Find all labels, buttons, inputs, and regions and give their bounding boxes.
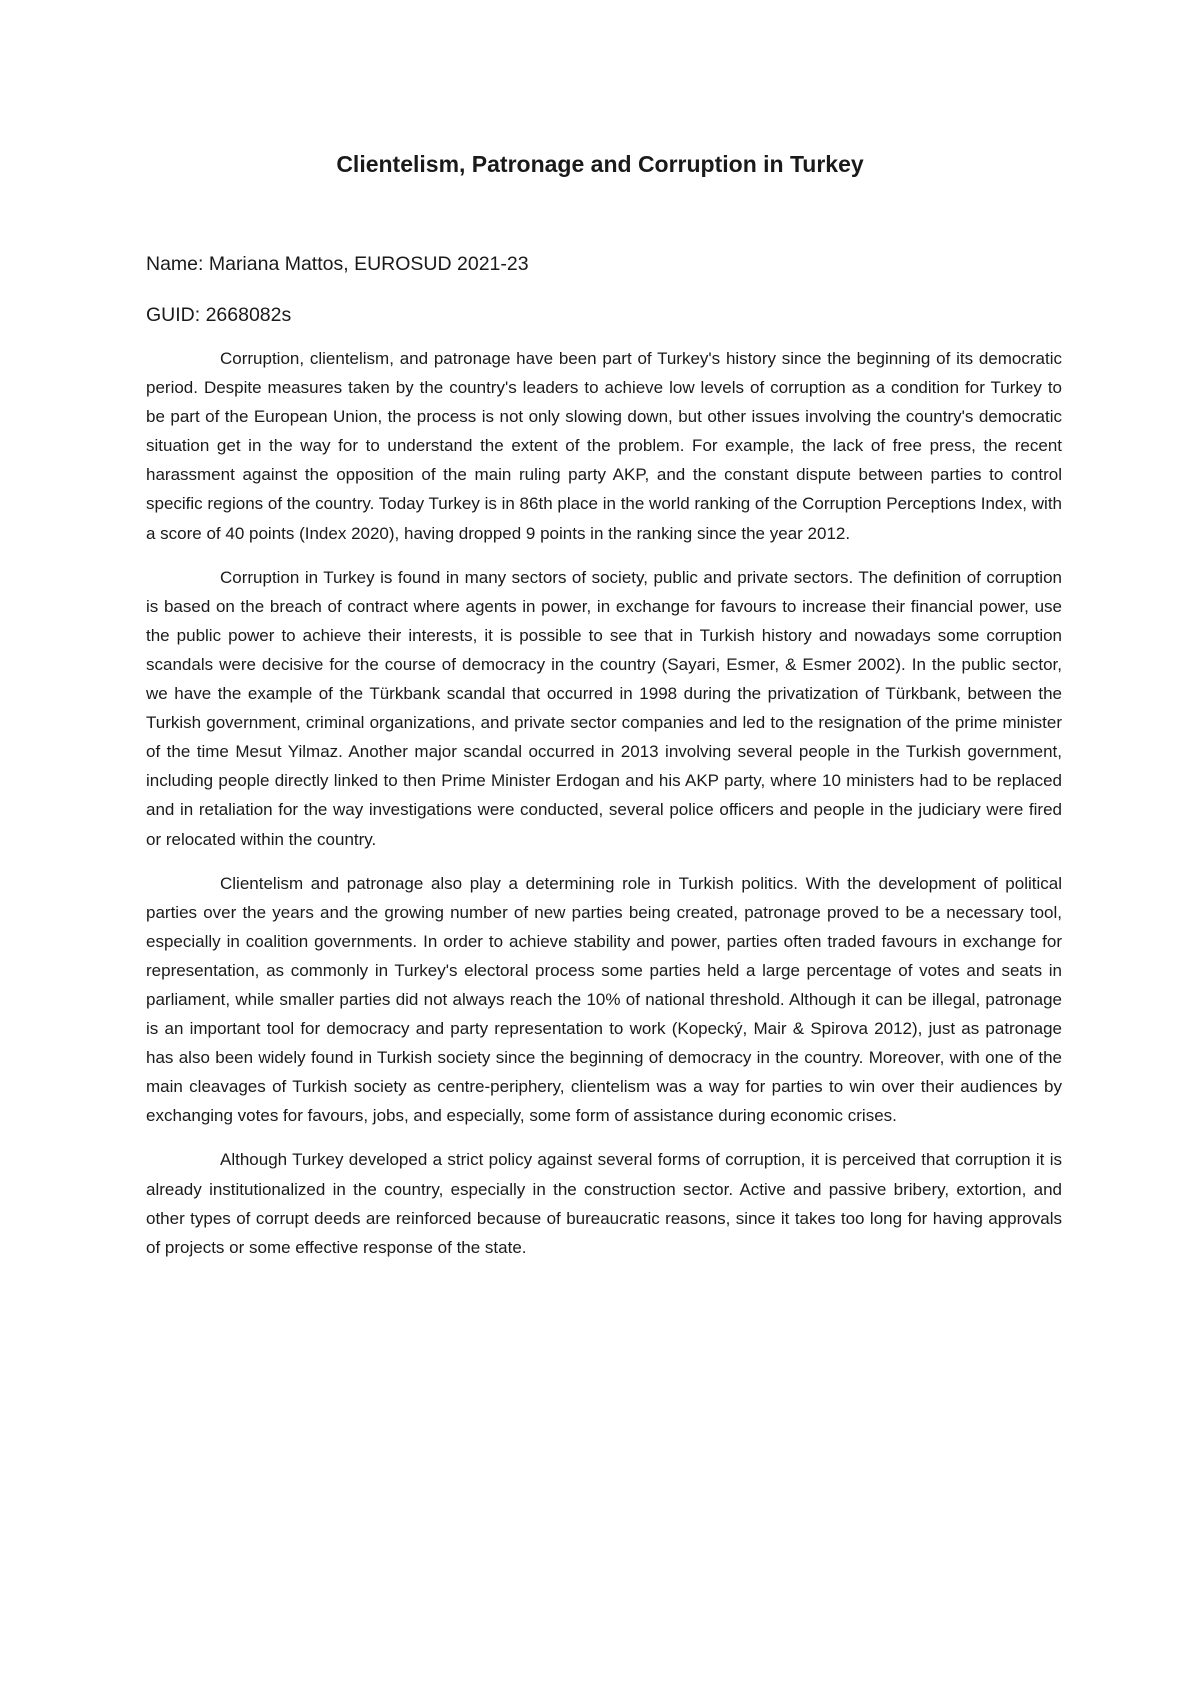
body-paragraph-1: Corruption, clientelism, and patronage have been part of Turkey's history since the beginning of its democratic period. Despite measures taken by the country's leaders to achieve low levels of corruption as a condition for Turkey to be part of the European Union, the process is not only slowing down, but other issues involving the country's democratic situation get in the way for to understand the extent of the problem. For example, the lack of free press, the recent harassment against the opposition of the main ruling party AKP, and the constant dispute between parties to control specific regions of the country. Today Turkey is in 86th place in the world ranking of the Corruption Perceptions Index, with a score of 40 points (Index 2020), having dropped 9 points in the ranking since the year 2012. — [146, 349, 1062, 543]
body-paragraph-4: Although Turkey developed a strict policy against several forms of corruption, it is perceived that corruption it is already institutionalized in the country, especially in the construction sector. Active and passive bribery, extortion, and other types of corrupt deeds are reinforced because of bureaucratic reasons, since it takes too long for having approvals of projects or some effective response of the state. — [146, 1150, 1062, 1257]
guid-line: GUID: 2668082s — [146, 304, 292, 326]
document-title: Clientelism, Patronage and Corruption in Turkey — [336, 151, 864, 177]
body-paragraph-2: Corruption in Turkey is found in many sectors of society, public and private sectors. The definition of corruption is based on the breach of contract where agents in power, in exchange for favours to increase their financial power, use the public power to achieve their interests, it is possible to see that in Turkish history and nowadays some corruption scandals were decisive for the course of democracy in the country (Sayari, Esmer, & Esmer 2002). In the public sector, we have the example of the Türkbank scandal that occurred in 1998 during the privatization of Türkbank, between the Turkish government, criminal organizations, and private sector companies and led to the resignation of the prime minister of the time Mesut Yilmaz. Another major scandal occurred in 2013 involving several people in the Turkish government, including people directly linked to then Prime Minister Erdogan and his AKP party, where 10 ministers had to be replaced and in retaliation for the way investigations were conducted, several police officers and people in the judiciary were fired or relocated within the country. — [146, 567, 1062, 849]
body-paragraph-3: Clientelism and patronage also play a determining role in Turkish politics. With the development of political parties over the years and the growing number of new parties being created, patronage proved to be a necessary tool, especially in coalition governments. In order to achieve stability and power, parties often traded favours in exchange for representation, as commonly in Turkey's electoral process some parties held a large percentage of votes and seats in parliament, while smaller parties did not always reach the 10% of national threshold. Although it can be illegal, patronage is an important tool for democracy and party representation to work (Kopecký, Mair & Spirova 2012), just as patronage has also been widely found in Turkish society since the beginning of democracy in the country. Moreover, with one of the main cleavages of Turkish society as centre-periphery, clientelism was a way for parties to win over their audiences by exchanging votes for favours, jobs, and especially, some form of assistance during economic crises. — [146, 873, 1062, 1126]
author-name-line: Name: Mariana Mattos, EUROSUD 2021-23 — [146, 253, 529, 275]
document-body — [146, 344, 1062, 1277]
